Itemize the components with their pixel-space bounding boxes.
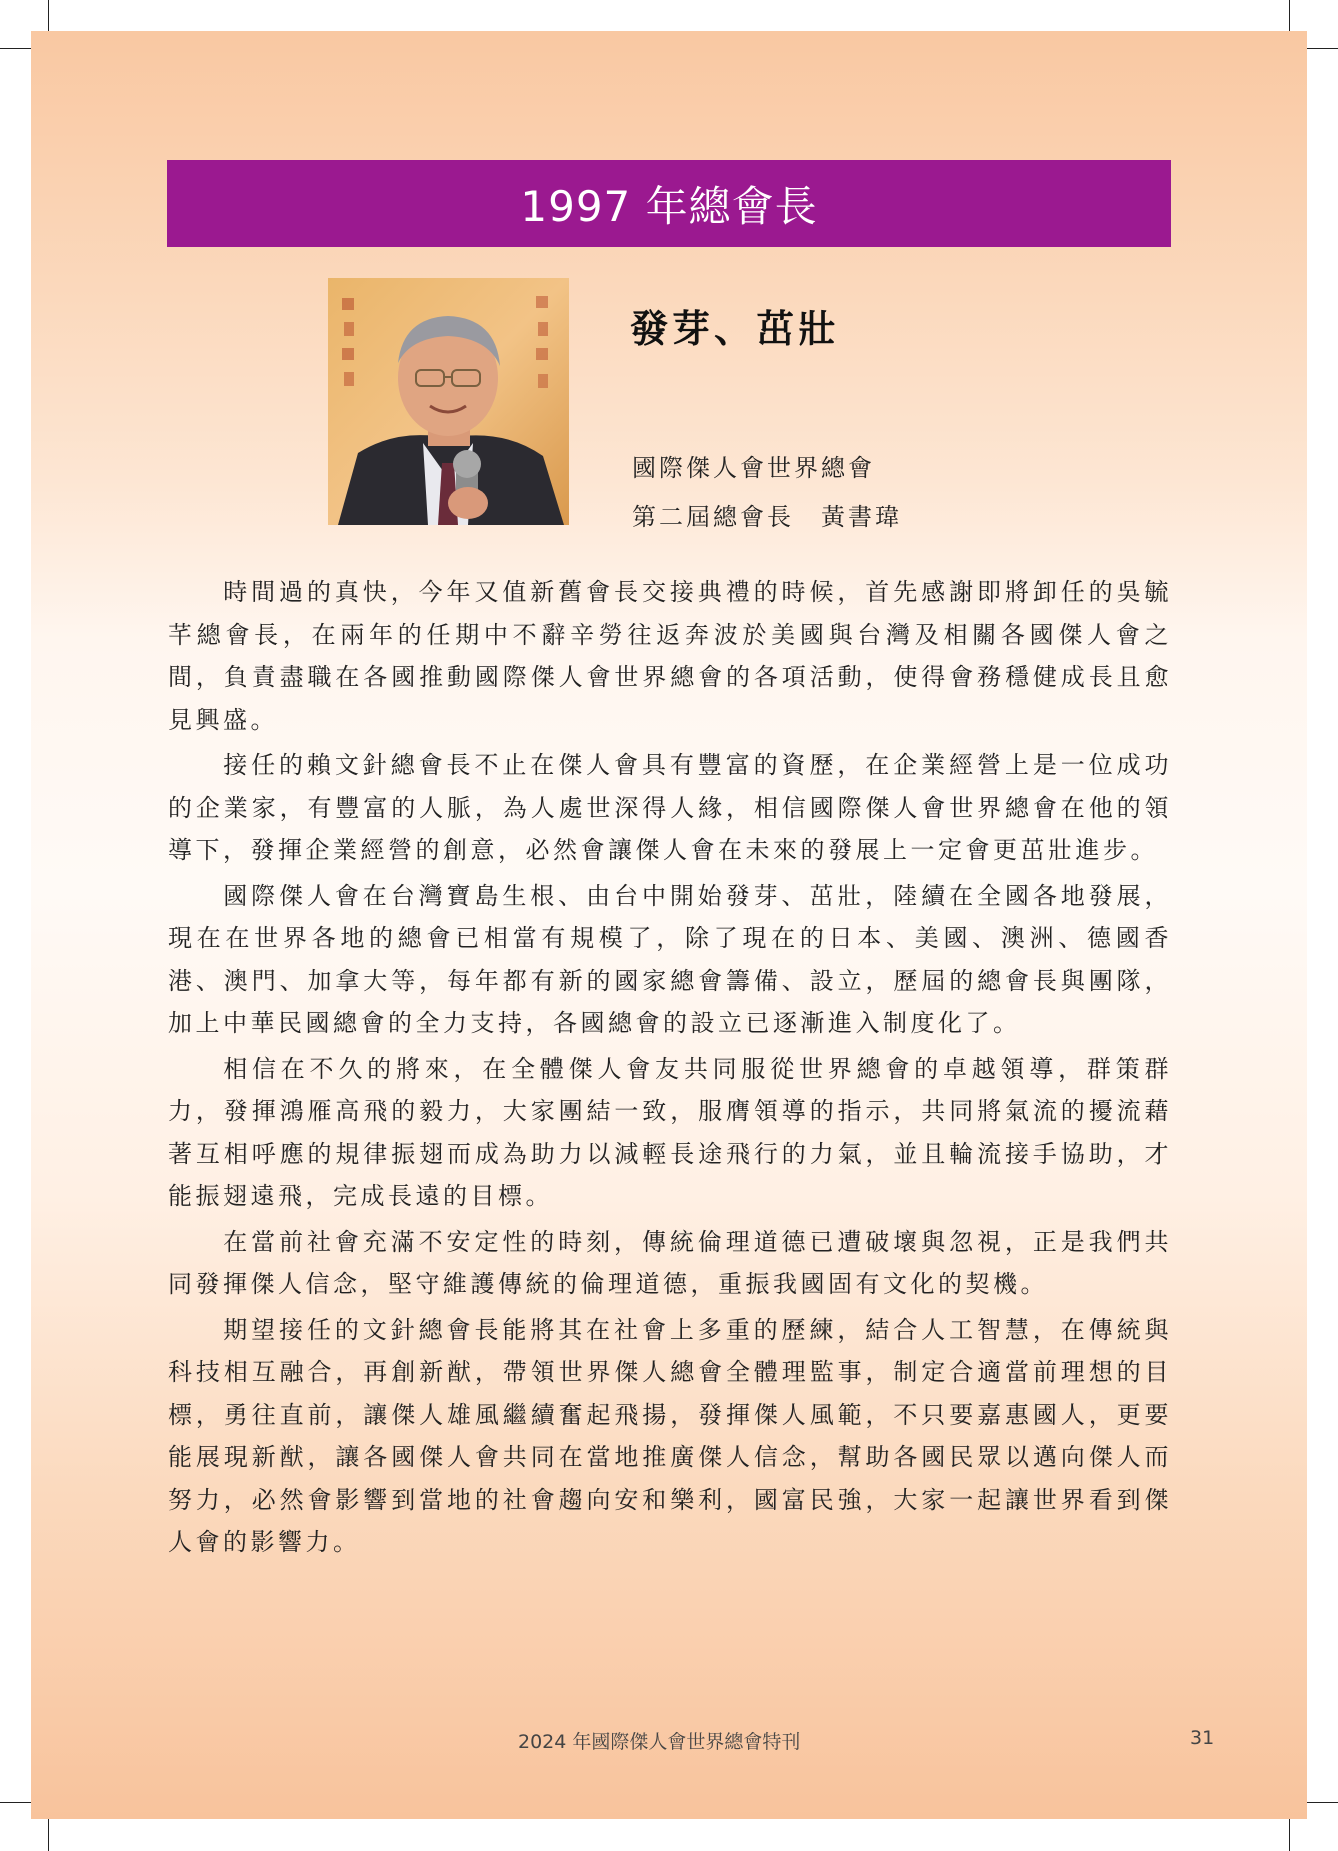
crop-mark-top-left-h (0, 48, 34, 49)
title-banner (167, 160, 1171, 247)
page-number: 31 (1190, 1727, 1215, 1749)
paragraph: 接任的賴文針總會長不止在傑人會具有豐富的資歷，在企業經營上是一位成功的企業家，有豐富的人脈，為人處世深得人緣，相信國際傑人會世界總會在他的領導下，發揮企業經營的創意，必然會讓傑人會在未來的發展上一定會更茁壯進步。 (168, 751, 1172, 864)
crop-mark-bottom-right-h (1304, 1802, 1338, 1803)
page-title: 1997 年總會長 (520, 181, 818, 231)
author-name: 第二屆總會長 黃書瑋 (632, 503, 902, 531)
crop-mark-top-right-v (1289, 0, 1290, 34)
portrait-photo (328, 278, 569, 525)
article-subtitle: 發芽、茁壯 (630, 306, 841, 351)
paragraph: 期望接任的文針總會長能將其在社會上多重的歷練，結合人工智慧，在傳統與科技相互融合，再創新猷，帶領世界傑人總會全體理監事，制定合適當前理想的目標，勇往直前，讓傑人雄風繼續奮起飛揚，發揮傑人風範，不只要嘉惠國人，更要能展現新猷，讓各國傑人會共同在當地推廣傑人信念，幫助各國民眾以邁向傑人而努力，必然會影響到當地的社會趨向安和樂利，國富民強，大家一起讓世界看到傑人會的影響力。 (168, 1315, 1172, 1556)
crop-mark-bottom-right-v (1289, 1817, 1290, 1851)
crop-mark-top-right-h (1304, 48, 1338, 49)
article-body (168, 571, 1172, 1567)
footer-publication-title: 2024 年國際傑人會世界總會特刊 (518, 1731, 801, 1753)
paragraph: 國際傑人會在台灣寶島生根、由台中開始發芽、茁壯，陸續在全國各地發展，現在在世界各地的總會已相當有規模了，除了現在的日本、美國、澳洲、德國香港、澳門、加拿大等，每年都有新的國家總會籌備、設立，歷屆的總會長與團隊，加上中華民國總會的全力支持，各國總會的設立已逐漸進入制度化了。 (168, 881, 1172, 1037)
paragraph: 相信在不久的將來，在全體傑人會友共同服從世界總會的卓越領導，群策群力，發揮鴻雁高飛的毅力，大家團結一致，服膺領導的指示，共同將氣流的擾流藉著互相呼應的規律振翅而成為助力以減輕長途飛行的力氣，並且輪流接手協助，才能振翅遠飛，完成長遠的目標。 (168, 1054, 1172, 1210)
portrait-illustration (328, 278, 569, 525)
crop-mark-bottom-left-h (0, 1802, 34, 1803)
author-organization: 國際傑人會世界總會 (632, 454, 875, 482)
crop-mark-bottom-left-v (48, 1817, 49, 1851)
crop-mark-top-left-v (48, 0, 49, 34)
paragraph: 時間過的真快，今年又值新舊會長交接典禮的時候，首先感謝即將卸任的吳毓芊總會長，在兩年的任期中不辭辛勞往返奔波於美國與台灣及相關各國傑人會之間，負責盡職在各國推動國際傑人會世界總會的各項活動，使得會務穩健成長且愈見興盛。 (168, 578, 1172, 734)
paragraph: 在當前社會充滿不安定性的時刻，傳統倫理道德已遭破壞與忽視，正是我們共同發揮傑人信念，堅守維護傳統的倫理道德，重振我國固有文化的契機。 (168, 1227, 1172, 1298)
